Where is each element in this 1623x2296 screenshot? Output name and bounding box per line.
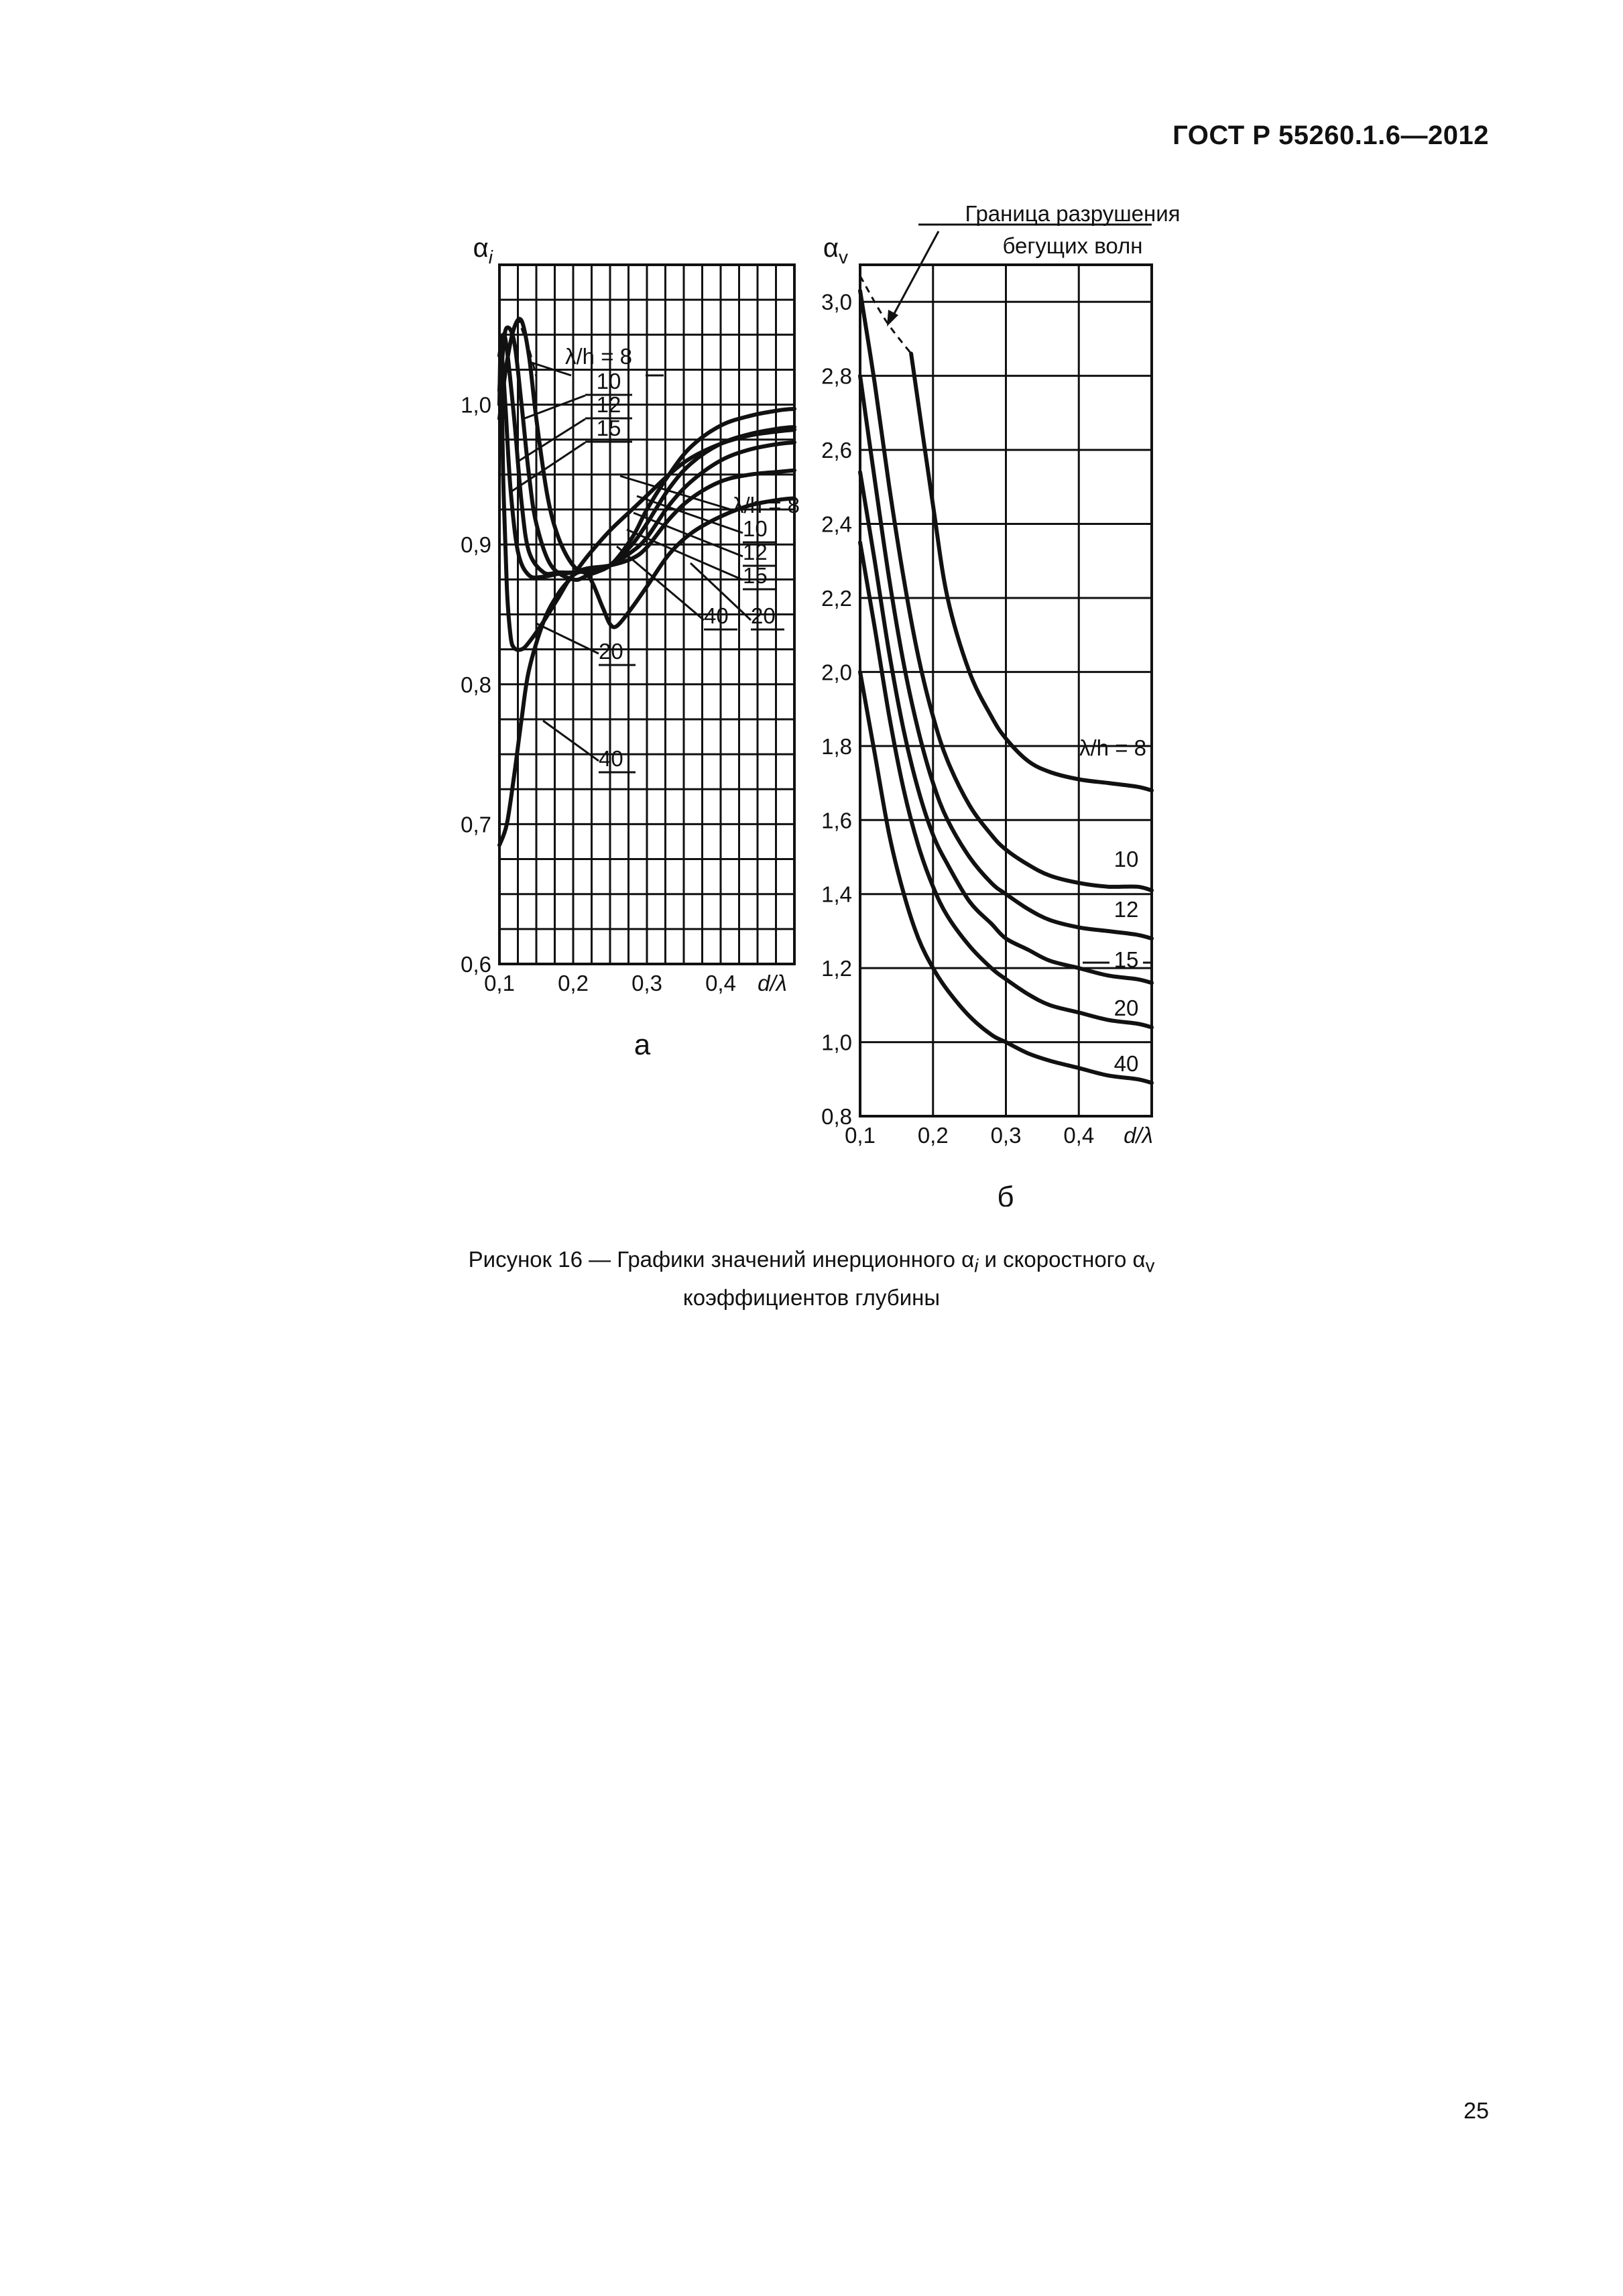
annotation-text: Граница разрушения: [965, 201, 1181, 226]
panel-label: а: [634, 1028, 651, 1061]
series-label: λ/h = 8: [1079, 735, 1146, 760]
y-tick-label: 1,0: [821, 1030, 852, 1055]
caption-text-1: Рисунок 16 — Графики значений инерционного α: [468, 1247, 975, 1272]
y-tick-label: 1,2: [821, 956, 852, 981]
page-number: 25: [1463, 2098, 1489, 2124]
y-tick-label: 1,6: [821, 808, 852, 833]
annotation-text: бегущих волн: [1002, 233, 1143, 258]
y-tick-label: 0,7: [461, 812, 491, 837]
y-tick-label: 0,9: [461, 532, 491, 558]
x-tick-label: 0,1: [484, 971, 515, 995]
x-tick-label: 0,3: [632, 971, 662, 995]
caption-line-2: коэффициентов глубины: [682, 1284, 941, 1310]
series-label: 12: [596, 392, 621, 417]
x-axis-label: d/λ: [758, 971, 787, 995]
series-label: 40: [704, 603, 729, 628]
series-label: 15: [743, 563, 768, 588]
series-label: 12: [1114, 897, 1139, 922]
series-line-8: [911, 354, 1152, 791]
chart-panel-b: [821, 201, 1180, 1207]
y-tick-label: 2,0: [821, 660, 852, 685]
x-axis-label: d/λ: [1124, 1123, 1153, 1148]
figure-caption: [0, 1244, 1623, 1313]
x-tick-label: 0,4: [705, 971, 736, 995]
y-axis-label-sub: v: [839, 247, 848, 267]
y-tick-label: 1,8: [821, 733, 852, 759]
series-label: 10: [743, 516, 768, 541]
series-label: 40: [1114, 1051, 1139, 1076]
y-axis-label: $\alpha_v$: [823, 233, 848, 267]
x-tick-label: 0,4: [1063, 1123, 1095, 1148]
x-tick-label: 0,3: [990, 1123, 1022, 1148]
series-label: 20: [599, 639, 623, 664]
series-label: λ/h = 8: [565, 344, 632, 369]
y-tick-label: 0,8: [461, 672, 491, 697]
series-label: 10: [1114, 847, 1139, 871]
x-tick-label: 0,1: [845, 1123, 876, 1148]
series-label: 15: [1114, 947, 1139, 972]
series-label: 20: [751, 603, 776, 628]
series-label: 10: [596, 369, 621, 394]
series-label: 12: [743, 540, 768, 564]
y-axis-label-sub: i: [488, 247, 493, 267]
y-tick-label: 2,2: [821, 585, 852, 611]
y-tick-label: 0,8: [821, 1104, 852, 1129]
y-tick-label: 1,0: [461, 392, 491, 418]
series-label: 20: [1114, 995, 1139, 1020]
y-tick-label: 2,8: [821, 363, 852, 389]
y-tick-label: 0,6: [461, 952, 491, 977]
y-tick-label: 1,4: [821, 882, 852, 907]
panel-label: б: [997, 1181, 1014, 1207]
y-axis-label: $\alpha_i$: [473, 233, 493, 267]
series-label: λ/h = 8: [733, 493, 800, 518]
caption-text-mid: и скоростного α: [978, 1247, 1146, 1272]
x-tick-label: 0,2: [917, 1123, 949, 1148]
y-tick-label: 3,0: [821, 290, 852, 315]
caption-sub-v: v: [1145, 1255, 1155, 1276]
x-tick-label: 0,2: [558, 971, 589, 995]
y-tick-label: 2,6: [821, 438, 852, 463]
caption-line-1: [0, 1244, 1623, 1282]
series-label: 40: [599, 746, 623, 771]
series-label: 15: [596, 416, 621, 440]
document-header: ГОСТ Р 55260.1.6—2012: [1173, 121, 1489, 150]
chart-panel-a: [461, 233, 800, 1061]
caption-sub-i: i: [974, 1255, 979, 1276]
annotation-arrow: [887, 310, 898, 326]
y-tick-label: 2,4: [821, 511, 852, 537]
annotation-leader: [892, 231, 939, 318]
